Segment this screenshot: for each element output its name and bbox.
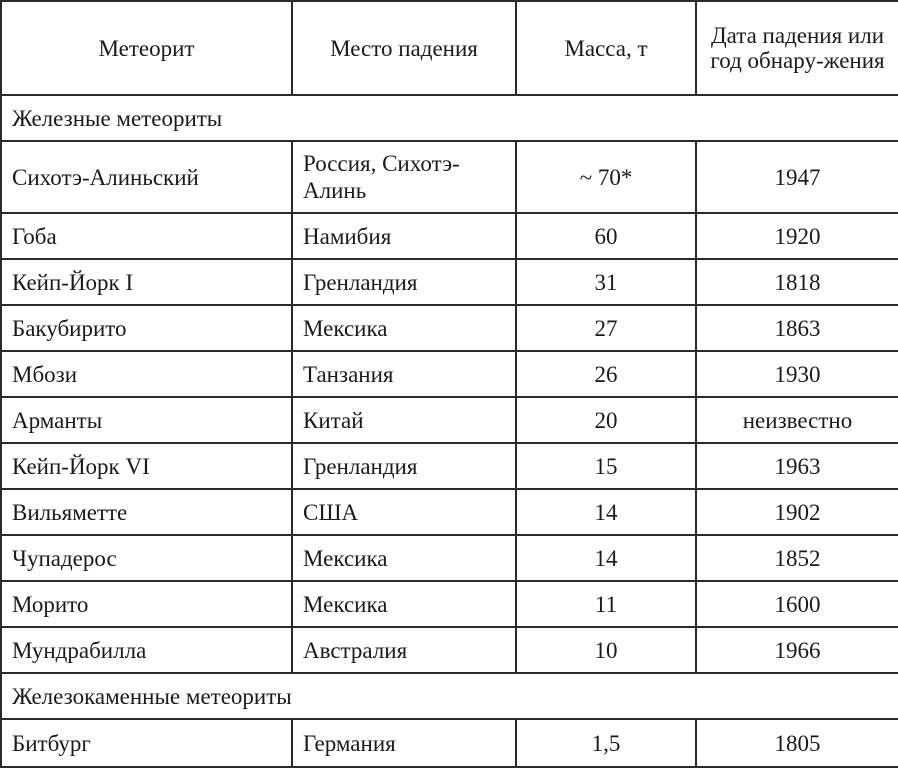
fall-place-text: Россия, Сихотэ-Алинь <box>303 151 460 203</box>
table-row <box>1 719 898 767</box>
mass-value: 31 <box>516 259 696 305</box>
mass-value: 14 <box>516 489 696 535</box>
mass-value: 11 <box>516 581 696 627</box>
fall-date: 1818 <box>696 259 898 305</box>
fall-date: 1600 <box>696 581 898 627</box>
fall-place: Мексика <box>292 305 516 351</box>
fall-place: Намибия <box>292 213 516 259</box>
fall-place: Гренландия <box>292 259 516 305</box>
meteorite-name: Гоба <box>1 213 292 259</box>
fall-place: Германия <box>292 719 516 767</box>
table-row <box>1 627 898 673</box>
mass-value: 27 <box>516 305 696 351</box>
meteorite-name: Кейп-Йорк I <box>1 259 292 305</box>
fall-place <box>292 141 516 213</box>
table-row <box>1 305 898 351</box>
meteorite-name: Мундрабилла <box>1 627 292 673</box>
fall-place: Танзания <box>292 351 516 397</box>
table-row <box>1 141 898 213</box>
fall-place: США <box>292 489 516 535</box>
meteorite-name: Чупадерос <box>1 535 292 581</box>
table-row <box>1 397 898 443</box>
meteorite-name: Мбози <box>1 351 292 397</box>
fall-date: неизвестно <box>696 397 898 443</box>
meteorite-name: Битбург <box>1 719 292 767</box>
header-date-text: Дата падения или год обнару-жения <box>710 23 885 73</box>
meteorite-name: Бакубирито <box>1 305 292 351</box>
fall-date: 1920 <box>696 213 898 259</box>
header-row <box>1 1 898 95</box>
mass-value: 15 <box>516 443 696 489</box>
fall-date: 1963 <box>696 443 898 489</box>
meteorite-name: Морито <box>1 581 292 627</box>
table-row <box>1 259 898 305</box>
fall-date: 1947 <box>696 141 898 213</box>
section-title: Железокаменные метеориты <box>1 673 898 719</box>
meteorite-name: Вильяметте <box>1 489 292 535</box>
mass-value: ~ 70* <box>516 141 696 213</box>
fall-place: Мексика <box>292 535 516 581</box>
section-row <box>1 673 898 719</box>
meteorite-name: Кейп-Йорк VI <box>1 443 292 489</box>
mass-value: 20 <box>516 397 696 443</box>
table-row <box>1 213 898 259</box>
mass-value: 60 <box>516 213 696 259</box>
meteorite-name: Арманты <box>1 397 292 443</box>
table-row <box>1 443 898 489</box>
table-row <box>1 351 898 397</box>
fall-place: Австралия <box>292 627 516 673</box>
mass-value: 26 <box>516 351 696 397</box>
section-title: Железные метеориты <box>1 95 898 141</box>
header-date <box>696 1 898 95</box>
mass-value: 14 <box>516 535 696 581</box>
table-row <box>1 489 898 535</box>
fall-date: 1966 <box>696 627 898 673</box>
fall-date: 1852 <box>696 535 898 581</box>
table-row <box>1 535 898 581</box>
fall-date: 1902 <box>696 489 898 535</box>
section-row <box>1 95 898 141</box>
fall-place: Гренландия <box>292 443 516 489</box>
fall-date: 1863 <box>696 305 898 351</box>
fall-date: 1805 <box>696 719 898 767</box>
meteorite-name: Сихотэ-Алиньский <box>1 141 292 213</box>
header-place: Место падения <box>292 1 516 95</box>
header-meteorite: Метеорит <box>1 1 292 95</box>
header-mass: Масса, т <box>516 1 696 95</box>
table-row <box>1 581 898 627</box>
fall-place: Мексика <box>292 581 516 627</box>
mass-value: 1,5 <box>516 719 696 767</box>
mass-value: 10 <box>516 627 696 673</box>
fall-date: 1930 <box>696 351 898 397</box>
fall-place: Китай <box>292 397 516 443</box>
